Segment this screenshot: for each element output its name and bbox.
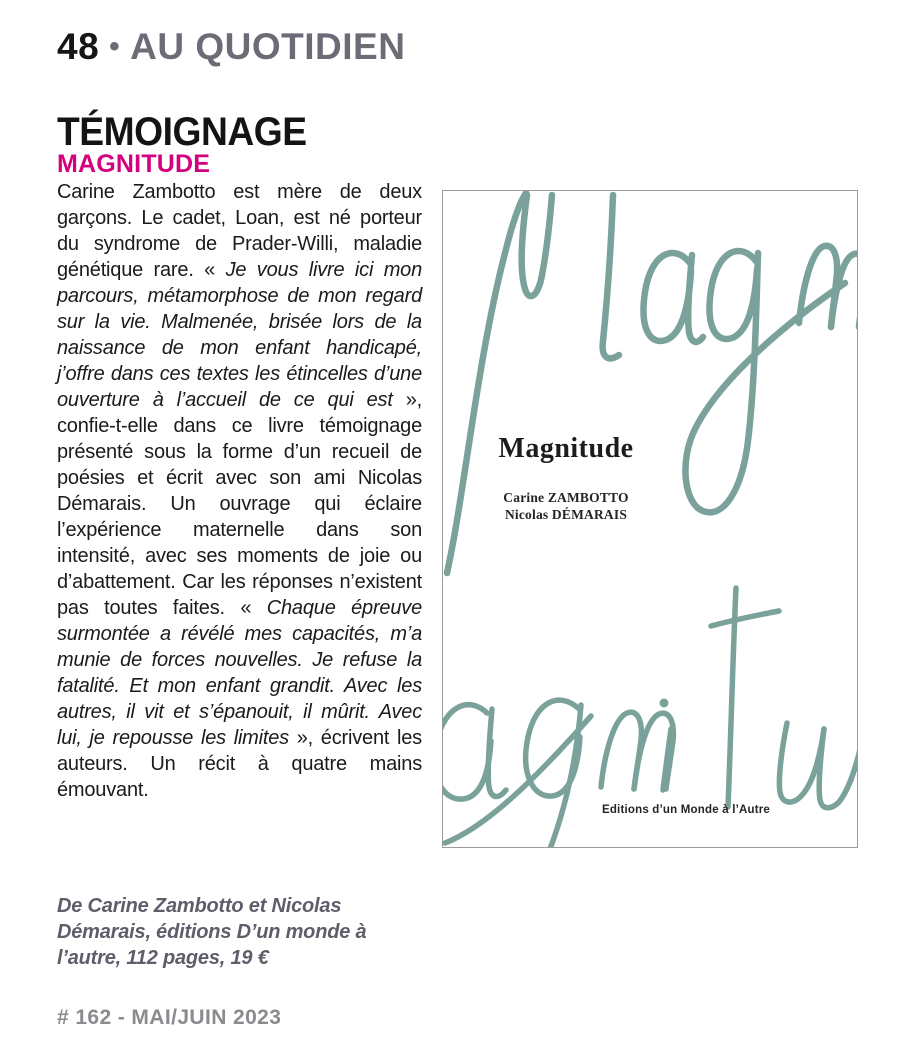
book-cover [442, 190, 858, 848]
issue-footer: # 162 - MAI/JUIN 2023 [57, 1006, 282, 1029]
page-number: 48 [57, 26, 100, 67]
section-bullet: • [109, 30, 121, 63]
body-text-segment: », confie-t-elle dans ce livre témoignage présenté sous la forme d’un recueil de poésies et écrit avec son ami Nicolas Démarais. Un ouvrage qui éclaire l’expérience maternelle dans son intensité, avec ses moments de joie ou d’abattement. Car les réponses n’existent pas toutes faites. « [57, 389, 423, 619]
body-text-segment: Chaque épreuve surmontée a révélé mes capacités, m’a munie de forces nouvelles. Je refuse la fatalité. Et mon enfant grandit. Avec les autres, il vit et s’épanouit, il mûrit. Avec lui, je repousse les limites [57, 597, 422, 749]
cover-author-1: Carine ZAMBOTTO [503, 490, 629, 505]
article-kicker: TÉMOIGNAGE [57, 110, 307, 154]
article-credit: De Carine Zambotto et Nicolas Démarais, éditions D’un monde à l’autre, 112 pages, 19 € [57, 895, 367, 969]
page-header [57, 26, 405, 68]
section-title: AU QUOTIDIEN [130, 26, 406, 67]
cover-authors [443, 489, 689, 523]
cover-author-2: Nicolas DÉMARAIS [504, 507, 628, 522]
cover-publisher: Editions d’un Monde à l’Autre [601, 804, 771, 816]
body-text-segment: Je vous livre ici mon parcours, métamorphose de mon regard sur la vie. Malmenée, brisée lors de la naissance de mon enfant handicapé, j’offre dans ces textes les étincelles d’une ouverture à l’accueil de ce qui est [57, 259, 422, 411]
cover-title: Magnitude [498, 433, 634, 464]
article-body [57, 179, 422, 803]
article-subtitle: MAGNITUDE [57, 150, 211, 178]
body-text-segment: », écrivent les auteurs. Un récit à quatre mains émouvant. [57, 727, 422, 801]
body-text-segment: Carine Zambotto est mère de deux garçons. Le cadet, Loan, est né porteur du syndrome de Prader-Willi, maladie génétique rare. « [57, 181, 422, 281]
